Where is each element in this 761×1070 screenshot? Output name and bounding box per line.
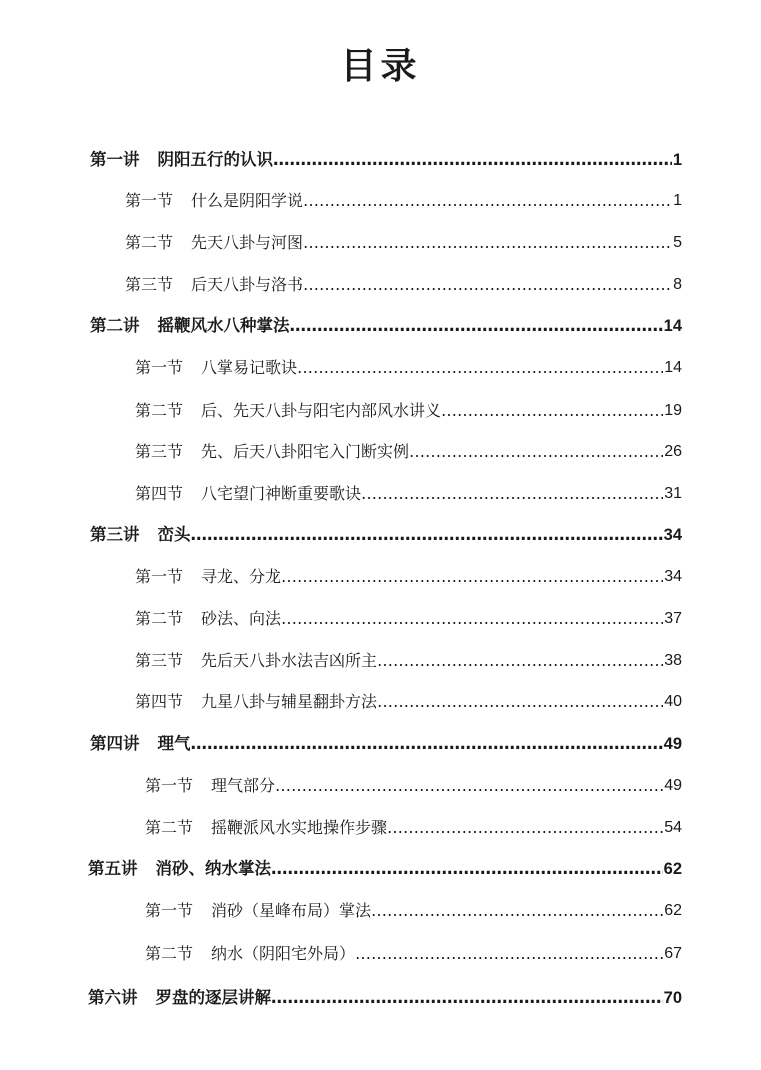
toc-section: [135, 396, 682, 422]
dot-leader: [191, 733, 663, 755]
toc-chapter-4: [90, 729, 682, 755]
dot-leader: [303, 232, 672, 254]
toc-title: 九星八卦与辅星翻卦方法: [201, 692, 378, 711]
toc-title: 峦头: [157, 525, 191, 544]
toc-section: [135, 353, 682, 379]
toc-page: 70: [663, 989, 682, 1007]
dot-leader: [297, 357, 663, 379]
toc-number: 第二节: [145, 818, 194, 837]
toc-number: 第六讲: [88, 988, 138, 1007]
toc-section: [125, 270, 682, 296]
toc-number: 第四节: [135, 692, 184, 711]
toc-title: 后天八卦与洛书: [191, 275, 304, 294]
toc-title: 后、先天八卦与阳宅内部风水讲义: [201, 401, 442, 420]
toc-number: 第四节: [135, 484, 184, 503]
toc-page: 38: [664, 652, 682, 669]
toc-number: 第三讲: [90, 525, 140, 544]
dot-leader: [281, 566, 663, 588]
toc-title: 八宅望门神断重要歌诀: [201, 484, 362, 503]
toc-title: 纳水（阴阳宅外局）: [211, 944, 356, 963]
page-title: 目录: [340, 46, 421, 87]
toc-page: 49: [663, 735, 682, 753]
toc-number: 第三节: [125, 275, 174, 294]
toc-page: 14: [664, 359, 682, 376]
dot-leader: [355, 943, 663, 965]
toc-page: 14: [663, 317, 682, 335]
toc-number: 第二节: [125, 233, 174, 252]
toc-number: 第五讲: [88, 859, 138, 878]
toc-section: [145, 771, 682, 797]
dot-leader: [377, 691, 663, 713]
toc-page: 67: [664, 945, 682, 962]
toc-section: [145, 939, 682, 965]
toc-page: 5: [673, 234, 682, 251]
toc-title: 先后天八卦水法吉凶所主: [201, 651, 378, 670]
dot-leader: [377, 650, 663, 672]
dot-leader: [281, 608, 663, 630]
toc-number: 第一节: [135, 358, 184, 377]
toc-chapter-5: [88, 854, 682, 880]
toc-number: 第一节: [145, 901, 194, 920]
toc-number: 第四讲: [90, 734, 140, 753]
toc-page: 8: [673, 276, 682, 293]
toc-chapter-3: [90, 520, 682, 546]
toc-chapter-6: [88, 983, 682, 1009]
toc-page: 37: [664, 610, 682, 627]
dot-leader: [275, 775, 663, 797]
toc-title: 消砂、纳水掌法: [155, 859, 271, 878]
toc-section: [135, 687, 682, 713]
toc-page: 1: [673, 192, 682, 209]
toc-title: 砂法、向法: [201, 609, 282, 628]
dot-leader: [371, 900, 663, 922]
toc-number: 第一节: [125, 191, 174, 210]
toc-title: 理气部分: [211, 776, 276, 795]
toc-title: 阴阳五行的认识: [157, 150, 273, 169]
dot-leader: [441, 400, 663, 422]
dot-leader: [409, 441, 663, 463]
toc-section: [135, 562, 682, 588]
toc-chapter-1: [90, 145, 682, 171]
toc-section: [135, 479, 682, 505]
dot-leader: [361, 483, 663, 505]
toc-section: [145, 896, 682, 922]
toc-section: [145, 813, 682, 839]
dot-leader: [290, 315, 663, 337]
toc-page: 1: [672, 151, 682, 169]
toc-page: 40: [664, 693, 682, 710]
toc-page: 19: [664, 402, 682, 419]
toc-title: 理气: [157, 734, 191, 753]
toc-page: 49: [664, 777, 682, 794]
toc-number: 第二节: [145, 944, 194, 963]
dot-leader: [271, 858, 663, 880]
dot-leader: [191, 524, 663, 546]
toc-title: 消砂（星峰布局）掌法: [211, 901, 372, 920]
toc-section: [125, 186, 682, 212]
toc-number: 第三节: [135, 442, 184, 461]
toc-page: 54: [664, 819, 682, 836]
toc-title: 什么是阴阳学说: [191, 191, 304, 210]
toc-title: 八掌易记歌诀: [201, 358, 298, 377]
dot-leader: [387, 817, 663, 839]
toc-number: 第一节: [145, 776, 194, 795]
toc-title: 先天八卦与河图: [191, 233, 304, 252]
toc-title: 罗盘的逐层讲解: [155, 988, 271, 1007]
dot-leader: [271, 987, 663, 1009]
toc-number: 第三节: [135, 651, 184, 670]
dot-leader: [303, 274, 672, 296]
toc-page: 26: [664, 443, 682, 460]
toc-page: 34: [664, 568, 682, 585]
toc-section: [135, 437, 682, 463]
toc-page: 62: [663, 860, 682, 878]
toc-page: 31: [664, 485, 682, 502]
toc-number: 第二节: [135, 401, 184, 420]
dot-leader: [303, 190, 672, 212]
toc-page: 62: [664, 902, 682, 919]
toc-section: [135, 646, 682, 672]
toc-number: 第二节: [135, 609, 184, 628]
toc-number: 第一讲: [90, 150, 140, 169]
toc-title: 摇鞭派风水实地操作步骤: [211, 818, 388, 837]
toc-chapter-2: [90, 311, 682, 337]
toc-page: 34: [663, 526, 682, 544]
toc-title: 先、后天八卦阳宅入门断实例: [201, 442, 410, 461]
toc-title: 寻龙、分龙: [201, 567, 282, 586]
toc-section: [125, 228, 682, 254]
toc-number: 第二讲: [90, 316, 140, 335]
toc-section: [135, 604, 682, 630]
dot-leader: [273, 149, 672, 171]
toc-title: 摇鞭风水八种掌法: [157, 316, 290, 335]
toc-number: 第一节: [135, 567, 184, 586]
